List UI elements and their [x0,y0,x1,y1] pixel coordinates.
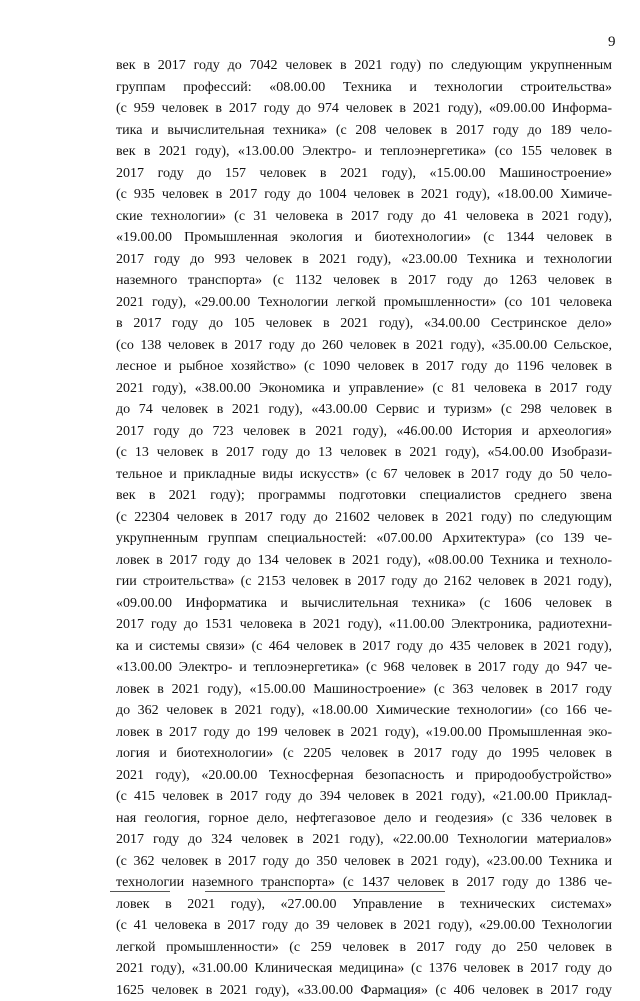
text-line: 2021 году), «20.00.00 Техносферная безопасность и природообустройство» [116,765,612,787]
text-line: (с 935 человек в 2017 году до 1004 человек в 2021 году), «18.00.00 Химиче- [116,184,612,206]
text-line: ловек в 2021 году), «27.00.00 Управление в технических системах» [116,894,612,916]
text-line: (с 362 человек в 2017 году до 350 человек в 2021 году), «23.00.00 Техника и [116,851,612,873]
text-line: тика и вычислительная техника» (с 208 человек в 2017 году до 189 чело- [116,120,612,142]
text-line: век в 2021 году), «13.00.00 Электро- и теплоэнергетика» (со 155 человек в [116,141,612,163]
text-line: 2021 году), «38.00.00 Экономика и управление» (с 81 человека в 2017 году [116,378,612,400]
text-line: «19.00.00 Промышленная экология и биотехнологии» (с 1344 человек в [116,227,612,249]
text-line: легкой промышленности» (с 259 человек в 2017 году до 250 человек в [116,937,612,959]
text-line: ловек в 2021 году), «15.00.00 Машиностроение» (с 363 человек в 2017 году [116,679,612,701]
text-line: до 74 человек в 2021 году), «43.00.00 Сервис и туризм» (с 298 человек в [116,399,612,421]
text-line: укрупненным группам специальностей: «07.00.00 Архитектура» (со 139 че- [116,528,612,550]
text-line: (с 415 человек в 2017 году до 394 человек в 2021 году), «21.00.00 Приклад- [116,786,612,808]
text-line: в 2017 году до 105 человек в 2021 году), «34.00.00 Сестринское дело» [116,313,612,335]
text-line: (с 22304 человек в 2017 году до 21602 человек в 2021 году) по следующим [116,507,612,529]
footer-rule-left [110,891,170,892]
text-line: 2021 году), «29.00.00 Технологии легкой промышленности» (со 101 человека [116,292,612,314]
text-line: «09.00.00 Информатика и вычислительная техника» (с 1606 человек в [116,593,612,615]
text-line: 2017 году до 723 человек в 2021 году), «46.00.00 История и археология» [116,421,612,443]
footer-rule-right [205,891,445,892]
text-line: ка и системы связи» (с 464 человек в 2017 году до 435 человек в 2021 году), [116,636,612,658]
text-line: 2017 году до 324 человек в 2021 году), «22.00.00 Технологии материалов» [116,829,612,851]
text-line: гии строительства» (с 2153 человек в 2017 году до 2162 человек в 2021 году), [116,571,612,593]
text-line: ная геология, горное дело, нефтегазовое дело и геодезия» (с 336 человек в [116,808,612,830]
text-line: тельное и прикладные виды искусств» (с 67 человек в 2017 году до 50 чело- [116,464,612,486]
text-line: ловек в 2017 году до 134 человек в 2021 году), «08.00.00 Техника и техноло- [116,550,612,572]
text-line: 1625 человек в 2021 году), «33.00.00 Фармация» (с 406 человек в 2017 году [116,980,612,1001]
text-line: технологии наземного транспорта» (с 1437 человек в 2017 году до 1386 че- [116,872,612,894]
text-line: группам профессий: «08.00.00 Техника и технологии строительства» [116,77,612,99]
text-line: лесное и рыбное хозяйство» (с 1090 человек в 2017 году до 1196 человек в [116,356,612,378]
body-paragraph [116,55,612,1001]
text-line: до 362 человек в 2021 году), «18.00.00 Химические технологии» (со 166 че- [116,700,612,722]
text-line: ские технологии» (с 31 человека в 2017 году до 41 человека в 2021 году), [116,206,612,228]
text-line: век в 2021 году); программы подготовки специалистов среднего звена [116,485,612,507]
text-line: (с 13 человек в 2017 году до 13 человек в 2021 году), «54.00.00 Изобрази- [116,442,612,464]
text-line: (с 959 человек в 2017 году до 974 человек в 2021 году), «09.00.00 Информа- [116,98,612,120]
text-line: век в 2017 году до 7042 человек в 2021 году) по следующим укрупненным [116,55,612,77]
text-line: 2021 году), «31.00.00 Клиническая медицина» (с 1376 человек в 2017 году до [116,958,612,980]
text-line: (с 41 человека в 2017 году до 39 человек в 2021 году), «29.00.00 Технологии [116,915,612,937]
text-line: 2017 году до 993 человек в 2021 году), «23.00.00 Техника и технологии [116,249,612,271]
text-line: ловек в 2017 году до 199 человек в 2021 году), «19.00.00 Промышленная эко- [116,722,612,744]
page-number: 9 [608,34,616,51]
text-line: логия и биотехнологии» (с 2205 человек в 2017 году до 1995 человек в [116,743,612,765]
text-line: (со 138 человек в 2017 году до 260 человек в 2021 году), «35.00.00 Сельское, [116,335,612,357]
text-line: «13.00.00 Электро- и теплоэнергетика» (с 968 человек в 2017 году до 947 че- [116,657,612,679]
text-line: 2017 году до 157 человек в 2021 году), «15.00.00 Машиностроение» [116,163,612,185]
text-line: 2017 году до 1531 человека в 2021 году), «11.00.00 Электроника, радиотехни- [116,614,612,636]
text-line: наземного транспорта» (с 1132 человек в 2017 году до 1263 человек в [116,270,612,292]
